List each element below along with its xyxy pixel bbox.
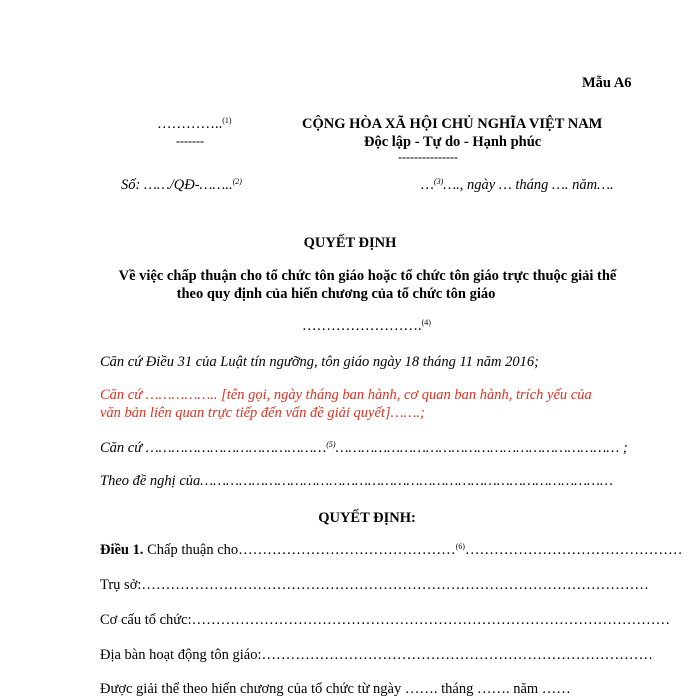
subject-line-2: theo quy định của hiến chương của tổ chức tôn giáo <box>176 286 496 302</box>
date-text: …., ngày … tháng …. năm…. <box>443 177 614 193</box>
article-1 <box>100 542 682 559</box>
form-code: Mẫu A6 <box>582 75 632 91</box>
footnote-ref-3: (3) <box>433 177 444 187</box>
authority-placeholder: ……………………. <box>302 318 422 334</box>
authority-line <box>302 318 431 335</box>
field-area: Địa bàn hoạt động tôn giáo:……………………………………………………………………… <box>100 647 653 663</box>
nation-title: CỘNG HÒA XÃ HỘI CHỦ NGHĨA VIỆT NAM <box>302 116 603 132</box>
number-text: Số: ……/QĐ-…….. <box>121 177 233 193</box>
footnote-ref-6: (6) <box>455 542 465 552</box>
footnote-ref-1: (1) <box>222 116 232 126</box>
article-1-label: Điều 1. <box>100 542 144 558</box>
place-date-line <box>421 177 614 194</box>
footnote-ref-5: (5) <box>326 440 336 450</box>
document-number <box>121 177 242 194</box>
org-name-line <box>157 116 232 133</box>
basis-proposal: Theo đề nghị của…………………………………………………………………………………… <box>100 473 613 489</box>
motto-rule: --------------- <box>398 150 458 164</box>
decision-title: QUYẾT ĐỊNH <box>303 235 397 251</box>
basis-related-line-2: văn bản liên quan trực tiếp đến vấn đề giải quyết]…….; <box>100 405 425 421</box>
field-dissolution-date: Được giải thể theo hiến chương của tổ chức từ ngày ……. tháng ……. năm …… <box>100 681 571 697</box>
org-placeholder: ………….. <box>157 116 223 132</box>
subject-line-1: Về việc chấp thuận cho tổ chức tôn giáo hoặc tổ chức tôn giáo trực thuộc giải thể <box>118 268 617 284</box>
footnote-ref-2: (2) <box>232 177 242 187</box>
place-placeholder: … <box>421 177 434 193</box>
basis-other-suffix: ………………………………………………………… ; <box>335 440 628 456</box>
decision-heading: QUYẾT ĐỊNH: <box>318 510 416 526</box>
basis-other-prefix: Căn cứ …………………………………… <box>100 440 327 456</box>
basis-related-line-1: Căn cứ …………….. [tên gọi, ngày tháng ban hành, cơ quan ban hành, trích yếu của <box>100 387 592 403</box>
org-rule: ------- <box>176 134 204 148</box>
basis-law: Căn cứ Điều 31 của Luật tín ngưỡng, tôn giáo ngày 18 tháng 11 năm 2016; <box>100 354 539 370</box>
article-1-text: Chấp thuận cho……………………………………… <box>147 542 456 558</box>
motto: Độc lập - Tự do - Hạnh phúc <box>364 134 542 150</box>
field-structure: Cơ cấu tổ chức:……………………………………………………………………………………… <box>100 612 671 628</box>
basis-other <box>100 440 628 457</box>
footnote-ref-4: (4) <box>421 318 431 328</box>
article-1-suffix: ……………………………………… <box>464 542 683 558</box>
field-headquarters: Trụ sở:…………………………………………………………………………………………… <box>100 577 649 593</box>
